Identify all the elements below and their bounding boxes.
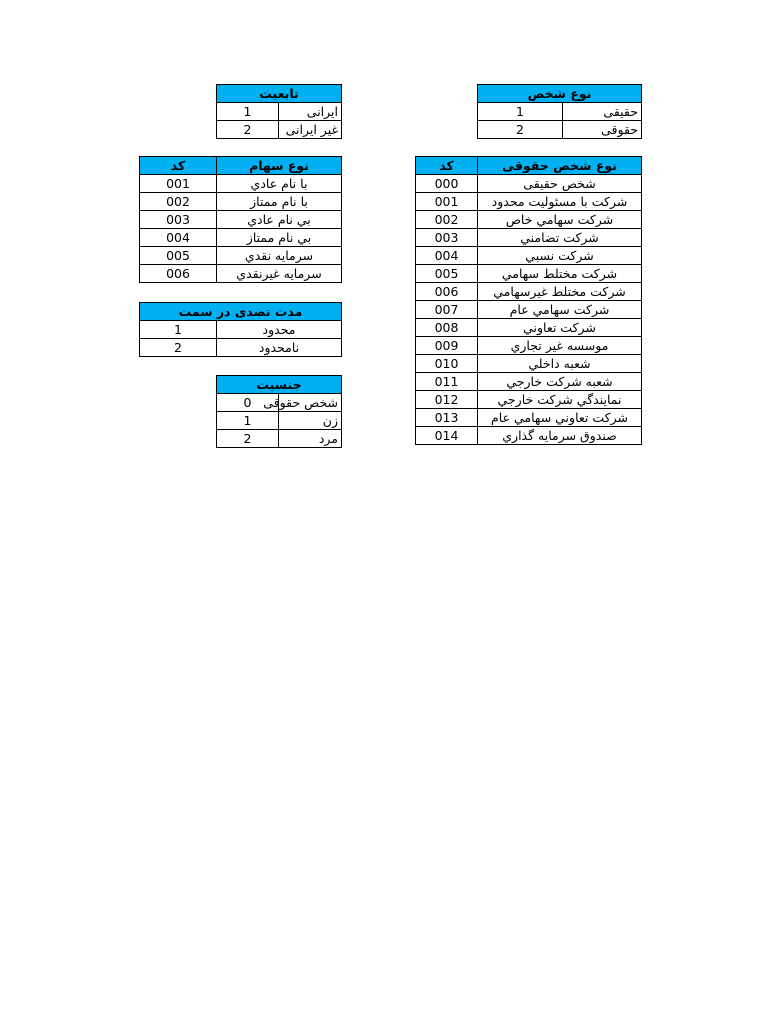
table-row [478, 121, 642, 139]
nationality-title: تابعیت [217, 85, 342, 103]
cell-name[interactable]: سرمايه نقدي [217, 247, 342, 265]
cell-code[interactable]: 1 [217, 103, 279, 121]
table-header-row [217, 376, 342, 394]
cell-code[interactable]: 009 [416, 337, 478, 355]
cell-code[interactable]: 014 [416, 427, 478, 445]
table-row [140, 321, 342, 339]
cell-name[interactable]: شركت سهامي خاص [478, 211, 642, 229]
table-row [217, 394, 342, 412]
table-header-row [217, 85, 342, 103]
cell-code[interactable]: 0 [217, 394, 279, 412]
cell-name[interactable]: شركت تعاوني سهامي عام [478, 409, 642, 427]
tenure-table [139, 302, 342, 357]
cell-name[interactable]: با نام عادي [217, 175, 342, 193]
cell-name[interactable]: شخص حقوقی [279, 394, 342, 412]
cell-name[interactable]: حقیقی [563, 103, 642, 121]
person-type-table [477, 84, 642, 139]
cell-name[interactable]: سرمايه غيرنقدي [217, 265, 342, 283]
cell-name[interactable]: حقوقی [563, 121, 642, 139]
table-row [140, 339, 342, 357]
cell-name[interactable]: شركت تعاوني [478, 319, 642, 337]
tenure-title: مدت تصدی در سمت [140, 303, 342, 321]
cell-name[interactable]: شعبه شركت خارجي [478, 373, 642, 391]
cell-code[interactable]: 003 [140, 211, 217, 229]
cell-code[interactable]: 2 [217, 121, 279, 139]
cell-code[interactable]: 004 [416, 247, 478, 265]
cell-code[interactable]: 000 [416, 175, 478, 193]
cell-name[interactable]: موسسه غير تجاري [478, 337, 642, 355]
cell-name[interactable]: نامحدود [217, 339, 342, 357]
table-row [416, 373, 642, 391]
person-type-title: نوع شخص [478, 85, 642, 103]
cell-code[interactable]: 002 [140, 193, 217, 211]
cell-code[interactable]: 007 [416, 301, 478, 319]
cell-code[interactable]: 005 [140, 247, 217, 265]
code-header: کد [140, 157, 217, 175]
cell-name[interactable]: غیر ایرانی [279, 121, 342, 139]
cell-code[interactable]: 005 [416, 265, 478, 283]
cell-name[interactable]: شركت مختلط سهامي [478, 265, 642, 283]
cell-name[interactable]: شركت سهامي عام [478, 301, 642, 319]
table-header-row [478, 85, 642, 103]
legal-entity-type-table [415, 156, 642, 445]
gender-table [216, 375, 342, 448]
table-row [217, 412, 342, 430]
cell-code[interactable]: 002 [416, 211, 478, 229]
table-row [140, 265, 342, 283]
cell-code[interactable]: 006 [416, 283, 478, 301]
cell-code[interactable]: 1 [478, 103, 563, 121]
cell-name[interactable]: شخص حقیقی [478, 175, 642, 193]
cell-name[interactable]: بي نام ممتاز [217, 229, 342, 247]
cell-name[interactable]: ایرانی [279, 103, 342, 121]
share-type-table [139, 156, 342, 283]
code-header: کد [416, 157, 478, 175]
cell-name[interactable]: مرد [279, 430, 342, 448]
table-row [416, 175, 642, 193]
cell-name[interactable]: شعبه داخلي [478, 355, 642, 373]
table-row [217, 121, 342, 139]
table-row [416, 247, 642, 265]
cell-code[interactable]: 2 [140, 339, 217, 357]
table-header-row [416, 157, 642, 175]
table-row [416, 355, 642, 373]
table-row [140, 193, 342, 211]
cell-code[interactable]: 2 [217, 430, 279, 448]
cell-name[interactable]: شركت با مسئوليت محدود [478, 193, 642, 211]
cell-code[interactable]: 013 [416, 409, 478, 427]
cell-name[interactable]: محدود [217, 321, 342, 339]
table-row [416, 193, 642, 211]
cell-code[interactable]: 2 [478, 121, 563, 139]
table-header-row [140, 303, 342, 321]
cell-code[interactable]: 010 [416, 355, 478, 373]
cell-name[interactable]: شركت تضامني [478, 229, 642, 247]
cell-name[interactable]: صندوق سرمايه گذاري [478, 427, 642, 445]
table-row [140, 211, 342, 229]
nationality-table [216, 84, 342, 139]
cell-code[interactable]: 003 [416, 229, 478, 247]
table-row [416, 265, 642, 283]
cell-name[interactable]: زن [279, 412, 342, 430]
table-row [416, 337, 642, 355]
cell-code[interactable]: 008 [416, 319, 478, 337]
table-row [416, 409, 642, 427]
cell-code[interactable]: 1 [140, 321, 217, 339]
cell-code[interactable]: 011 [416, 373, 478, 391]
share-type-header: نوع سهام [217, 157, 342, 175]
cell-code[interactable]: 001 [140, 175, 217, 193]
cell-name[interactable]: نمايندگي شركت خارجي [478, 391, 642, 409]
cell-code[interactable]: 001 [416, 193, 478, 211]
table-row [140, 247, 342, 265]
cell-name[interactable]: بي نام عادي [217, 211, 342, 229]
table-row [217, 103, 342, 121]
table-row [416, 427, 642, 445]
table-row [416, 283, 642, 301]
table-header-row [140, 157, 342, 175]
gender-title: جنسیت [217, 376, 342, 394]
cell-code[interactable]: 006 [140, 265, 217, 283]
table-row [416, 319, 642, 337]
cell-name[interactable]: شركت مختلط غيرسهامي [478, 283, 642, 301]
cell-code[interactable]: 1 [217, 412, 279, 430]
cell-code[interactable]: 012 [416, 391, 478, 409]
cell-name[interactable]: با نام ممتاز [217, 193, 342, 211]
legal-entity-type-header: نوع شخص حقوقی [478, 157, 642, 175]
table-row [140, 229, 342, 247]
table-row [217, 430, 342, 448]
table-row [416, 211, 642, 229]
table-row [140, 175, 342, 193]
table-row [416, 391, 642, 409]
table-row [416, 301, 642, 319]
table-row [478, 103, 642, 121]
cell-code[interactable]: 004 [140, 229, 217, 247]
cell-name[interactable]: شركت نسبي [478, 247, 642, 265]
table-row [416, 229, 642, 247]
